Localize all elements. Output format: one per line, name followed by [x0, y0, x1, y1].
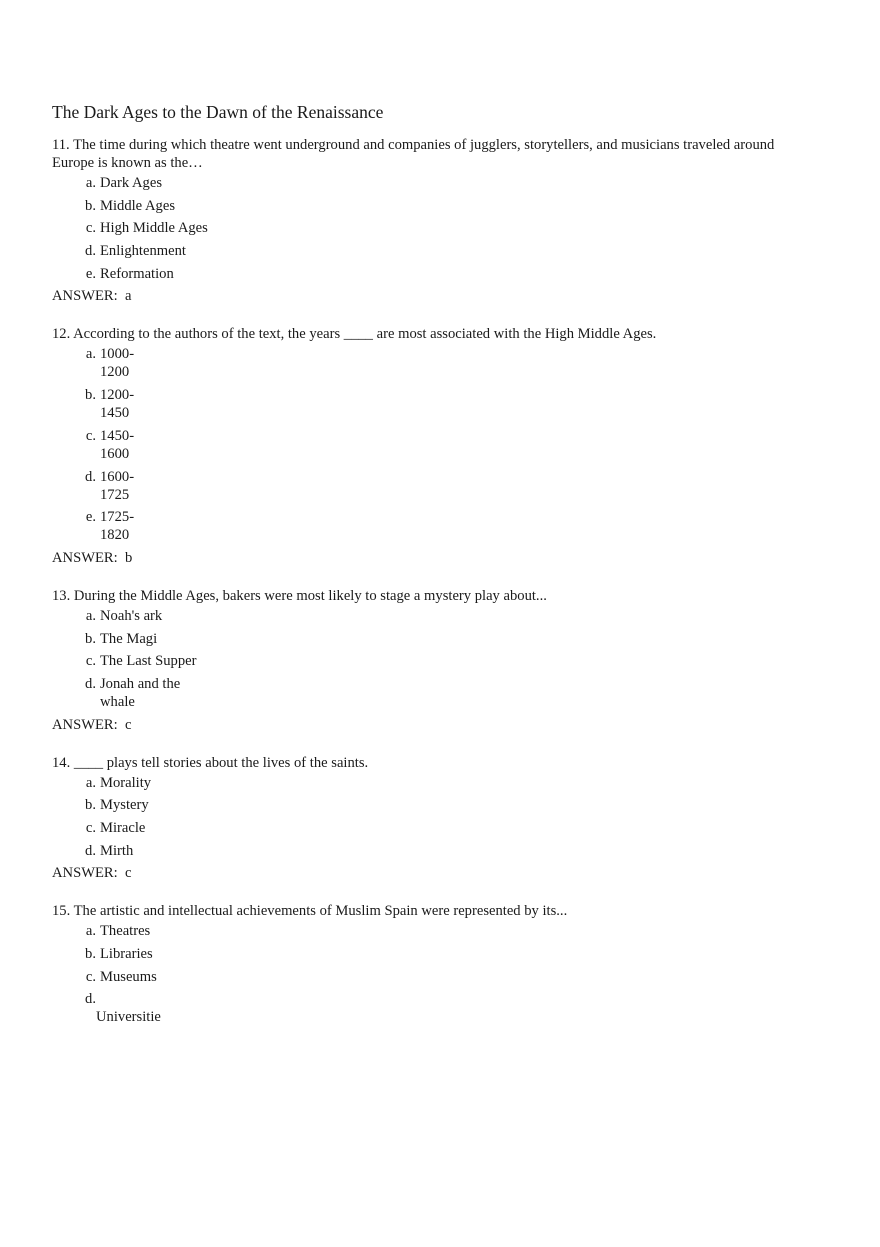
option-letter: b.	[85, 630, 96, 647]
option-c	[52, 219, 812, 237]
option-b	[52, 386, 812, 422]
answer-label: ANSWER:	[52, 865, 118, 882]
answer-line	[52, 549, 812, 567]
option-text: Jonah and the whale	[100, 675, 181, 710]
option-text: 1725-1820	[100, 509, 135, 544]
option-list	[52, 922, 812, 1026]
option-letter: a.	[85, 774, 96, 791]
answer-value: c	[124, 716, 132, 733]
answer-label: ANSWER:	[52, 288, 118, 305]
option-c	[52, 968, 812, 986]
option-letter: a.	[85, 607, 96, 624]
option-b	[52, 945, 812, 963]
option-c	[52, 819, 812, 837]
option-list	[52, 345, 812, 544]
option-d	[52, 468, 812, 504]
option-a	[52, 345, 812, 381]
option-text: 1200-1450	[100, 387, 135, 422]
option-letter: d.	[85, 842, 96, 859]
option-letter: c.	[85, 820, 96, 836]
option-text: The Magi	[100, 630, 158, 647]
option-list	[52, 174, 812, 283]
option-text: Noah's ark	[100, 607, 163, 624]
option-text: Libraries	[100, 946, 153, 963]
option-letter: d.	[85, 468, 96, 485]
document-title: The Dark Ages to the Dawn of the Renaissance	[52, 102, 384, 122]
option-letter: d.	[85, 243, 96, 260]
question-stem: 14. ____ plays tell stories about the lives of the saints.	[52, 754, 369, 771]
option-d	[52, 842, 812, 860]
answer-label: ANSWER:	[52, 716, 118, 733]
option-text: Theatres	[100, 923, 151, 940]
option-text: 1600-1725	[100, 468, 135, 503]
option-a	[52, 774, 812, 792]
option-text: Morality	[100, 774, 152, 791]
option-text: Miracle	[100, 820, 146, 836]
answer-value: b	[124, 549, 133, 566]
option-b	[52, 796, 812, 814]
question-15	[52, 902, 812, 1026]
option-a	[52, 174, 812, 192]
option-c	[52, 427, 812, 463]
option-text: Enlightenment	[100, 243, 186, 260]
question-stem: 13. During the Middle Ages, bakers were most likely to stage a mystery play about...	[52, 587, 547, 604]
option-d	[52, 242, 812, 260]
question-12	[52, 325, 812, 566]
option-text: The Last Supper	[100, 653, 197, 670]
question-11	[52, 136, 812, 305]
question-stem: 15. The artistic and intellectual achievements of Muslim Spain were represented by its...	[52, 903, 568, 920]
option-b	[52, 197, 812, 215]
option-e	[52, 265, 812, 283]
option-c	[52, 652, 812, 670]
question-14	[52, 754, 812, 883]
document-page	[52, 100, 812, 1031]
option-letter: a.	[85, 923, 96, 940]
option-letter: b.	[85, 197, 96, 214]
option-text: 1000-1200	[100, 346, 135, 381]
answer-value: a	[124, 288, 132, 305]
option-text: 1450-1600	[100, 427, 135, 462]
option-text: High Middle Ages	[100, 220, 208, 237]
option-letter: b.	[85, 387, 96, 404]
answer-value: c	[124, 865, 132, 882]
option-letter: b.	[85, 797, 96, 814]
option-d	[52, 675, 812, 711]
option-a	[52, 922, 812, 940]
option-list	[52, 607, 812, 711]
answer-line	[52, 716, 812, 734]
option-e	[52, 508, 812, 544]
option-letter: a.	[85, 175, 96, 191]
option-letter: d.	[85, 991, 96, 1008]
question-stem: 12. According to the authors of the text, the years ____ are most associated with the High Middle Ages.	[52, 326, 657, 343]
option-letter: c.	[85, 653, 96, 670]
option-text: Mirth	[100, 842, 134, 859]
option-letter: d.	[85, 675, 96, 692]
option-text: Dark Ages	[100, 175, 163, 191]
option-text: Museums	[100, 968, 157, 985]
option-d	[52, 990, 812, 1026]
question-stem: 11. The time during which theatre went underground and companies of jugglers, storytellers, and musicians traveled around Europe is known as the…	[52, 137, 775, 171]
option-list	[52, 774, 812, 860]
answer-line	[52, 864, 812, 882]
option-letter: e.	[85, 265, 96, 282]
option-text: Mystery	[100, 797, 149, 814]
option-letter: c.	[85, 968, 96, 985]
option-letter: e.	[85, 509, 96, 526]
option-text: Middle Ages	[100, 197, 175, 214]
answer-label: ANSWER:	[52, 549, 118, 566]
option-a	[52, 607, 812, 625]
option-letter: b.	[85, 946, 96, 963]
answer-line	[52, 287, 812, 305]
option-text: Universitie	[96, 1009, 161, 1026]
option-letter: a.	[85, 346, 96, 363]
option-text: Reformation	[100, 265, 174, 282]
option-b	[52, 630, 812, 648]
option-letter: c.	[85, 427, 96, 444]
option-letter: c.	[85, 220, 96, 237]
question-13	[52, 587, 812, 734]
